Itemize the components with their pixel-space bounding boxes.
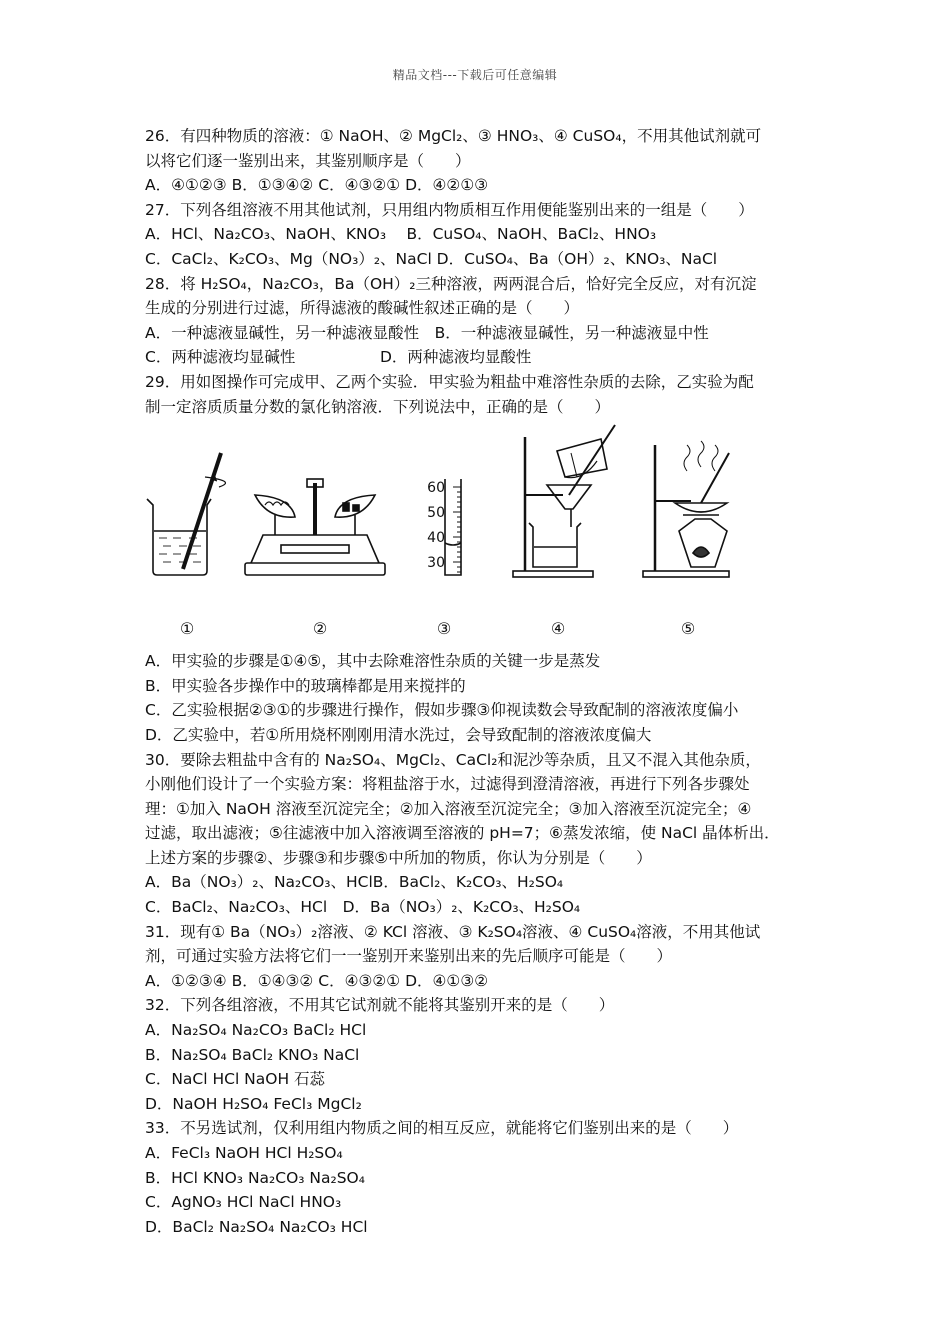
q33-option-c: C．AgNO₃ HCl NaCl HNO₃ (145, 1193, 342, 1212)
q33-option-a: A．FeCl₃ NaOH HCl H₂SO₄ (145, 1144, 343, 1162)
q27-options-cd: C．CaCl₂、K₂CO₃、Mg（NO₃）₂、NaCl D．CuSO₄、Ba（OH）₂、KNO₃、NaCl (145, 249, 718, 268)
q28-stem-line1: 28．将 H₂SO₄，Na₂CO₃，Ba（OH）₂三种溶液，两两混合后，恰好完全反应，对有沉淀 (145, 274, 757, 293)
q31-line1: 31．现有① Ba（NO₃）₂溶液、② KCl 溶液、③ K₂SO₄溶液、④ CuSO₄溶液，不用其他试 (145, 922, 761, 941)
q30-line1: 30．要除去粗盐中含有的 Na₂SO₄、MgCl₂、CaCl₂和泥沙等杂质，且又不混入其他杂质， (145, 750, 761, 769)
q30-line3: 理：①加入 NaOH 溶液至沉淀完全；②加入溶液至沉淀完全；③加入溶液至沉淀完全；④ (145, 799, 752, 818)
figure-label-3: ③ (436, 619, 452, 639)
figure-label-4: ④ (550, 619, 566, 639)
cylinder-tick-labels (427, 480, 445, 571)
q31-line2: 剂，可通过实验方法将它们一一鉴别开来鉴别出来的先后顺序可能是（ ） (145, 947, 673, 966)
q31-options: A．①②③④ B．①④③② C．④③②① D．④①③② (145, 971, 489, 990)
q29-stem-line1: 29．用如图操作可完成甲、乙两个实验．甲实验为粗盐中难溶性杂质的去除，乙实验为配 (145, 372, 754, 391)
q26-options: A．④①②③ B．①③④② C．④③②① D．④②①③ (145, 176, 489, 195)
q29-option-c: C．乙实验根据②③①的步骤进行操作，假如步骤③仰视读数会导致配制的溶液浓度偏小 (145, 701, 739, 720)
q33-option-b: B．HCl KNO₃ Na₂CO₃ Na₂SO₄ (145, 1168, 365, 1187)
q29-stem-line2: 制一定溶质质量分数的氯化钠溶液．下列说法中，正确的是（ ） (145, 397, 611, 416)
q30-line2: 小刚他们设计了一个实验方案：将粗盐溶于水，过滤得到澄清溶液，再进行下列各步骤处 (145, 775, 750, 794)
q32-option-a: A．Na₂SO₄ Na₂CO₃ BaCl₂ HCl (145, 1021, 367, 1040)
q28-option-d: D．两种滤液均显酸性 (380, 348, 532, 367)
q27-options-ab: A．HCl、Na₂CO₃、NaOH、KNO₃ B．CuSO₄、NaOH、BaCl₂、HNO₃ (145, 225, 657, 244)
q32-option-b: B．Na₂SO₄ BaCl₂ KNO₃ NaCl (145, 1045, 360, 1064)
beaker-stirring-rod-drawing (147, 453, 225, 575)
q26-stem-line1: 26．有四种物质的溶液：① NaOH、② MgCl₂、③ HNO₃、④ CuSO₄，不用其他试剂就可 (145, 127, 762, 145)
question-list (145, 124, 825, 1239)
q29-option-d: D．乙实验中，若①所用烧杯刚刚用清水洗过，会导致配制的溶液浓度偏大 (145, 725, 652, 744)
q28-option-c: C．两种滤液均显碱性 (145, 348, 296, 367)
q32-stem: 32．下列各组溶液，不用其它试剂就不能将其鉴别开来的是（ ） (145, 996, 615, 1015)
graduated-cylinder-drawing (445, 479, 461, 575)
q30-options-ab: A．Ba（NO₃）₂、Na₂CO₃、HClB．BaCl₂、K₂CO₃、H₂SO₄ (145, 873, 564, 892)
q29-apparatus-figure (145, 423, 825, 649)
q33-stem: 33．不另选试剂，仅利用组内物质之间的相互反应，就能将它们鉴别出来的是（ ） (145, 1119, 739, 1138)
q26-stem-line2: 以将它们逐一鉴别出来，其鉴别顺序是（ ） (145, 151, 471, 170)
q30-line4: 过滤，取出滤液；⑤往滤液中加入溶液调至溶液的 pH=7；⑥蒸发浓缩，使 NaCl 晶体析出． (145, 824, 780, 843)
apparatus-drawing (145, 423, 825, 649)
balance-drawing (245, 479, 385, 575)
q29-option-b: B．甲实验各步操作中的玻璃棒都是用来搅拌的 (145, 676, 466, 695)
q32-option-d: D．NaOH H₂SO₄ FeCl₃ MgCl₂ (145, 1094, 362, 1113)
q33-option-d: D．BaCl₂ Na₂SO₄ Na₂CO₃ HCl (145, 1217, 368, 1236)
q28-options-ab: A．一种滤液显碱性，另一种滤液显酸性 B．一种滤液显碱性，另一种滤液显中性 (145, 323, 709, 342)
evaporation-drawing (643, 441, 729, 577)
q30-line5: 上述方案的步骤②、步骤③和步骤⑤中所加的物质，你认为分别是（ ） (145, 848, 652, 867)
page-watermark: 精品文档---下载后可任意编辑 (392, 68, 558, 82)
cylinder-tick-30: 30 (427, 555, 445, 572)
figure-label-5: ⑤ (680, 619, 696, 639)
q28-options-cd (145, 345, 825, 370)
q32-option-c: C．NaCl HCl NaOH 石蕊 (145, 1070, 326, 1089)
figure-label-1: ① (179, 619, 195, 639)
q29-option-a: A．甲实验的步骤是①④⑤，其中去除难溶性杂质的关键一步是蒸发 (145, 652, 601, 671)
q28-stem-line2: 生成的分别进行过滤，所得滤液的酸碱性叙述正确的是（ ） (145, 299, 580, 318)
figure-label-2: ② (312, 619, 328, 639)
q30-options-cd: C．BaCl₂、Na₂CO₃、HCl D．Ba（NO₃）₂、K₂CO₃、H₂SO₄ (145, 898, 581, 917)
filtration-drawing (513, 425, 615, 577)
cylinder-tick-40: 40 (427, 530, 445, 547)
cylinder-tick-50: 50 (427, 505, 445, 522)
q27-stem: 27．下列各组溶液不用其他试剂，只用组内物质相互作用便能鉴别出来的一组是（ ） (145, 200, 754, 219)
cylinder-tick-60: 60 (427, 480, 445, 497)
